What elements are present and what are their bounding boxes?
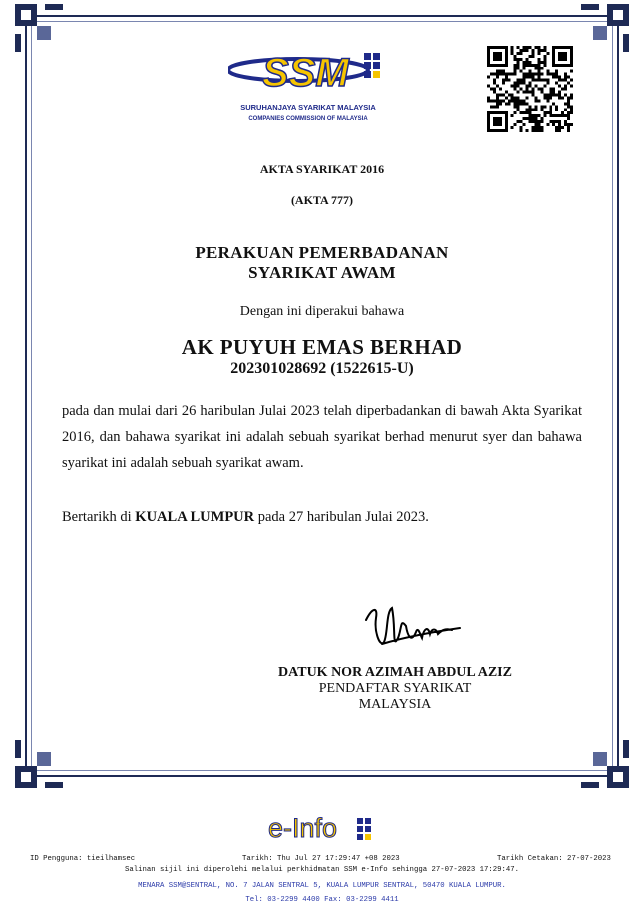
dated-statement [62,509,429,526]
ssm-logo [228,44,388,128]
footer-copy-note: Salinan sijil ini diperolehi melalui perkhidmatan SSM e-Info sehingga 27-07-2023 17:29:47. [124,866,520,874]
certificate-body: pada dan mulai dari 26 haribulan Julai 2023 telah diperbadankan di bawah Akta Syarikat 2016, dan bahawa syarikat ini adalah sebuah syarikat berhad menurut syer dan bahawa syarikat ini adalah sebuah syarikat awam. [62,403,582,471]
dated-place: KUALA LUMPUR [135,509,255,525]
qr-code[interactable] [487,46,573,132]
ssm-logo-text: SSM [262,51,349,95]
corner-ornament-bottom-left [15,736,67,788]
signatory-title-line2: MALAYSIA [358,697,432,712]
corner-ornament-top-right [577,4,629,56]
certificate-title-line1: PERAKUAN PEMERBADANAN [195,243,449,262]
footer-address: MENARA SSM@SENTRAL, NO. 7 JALAN SENTRAL 5, KUALA LUMPUR SENTRAL, 50470 KUALA LUMPUR. [138,882,506,890]
einfo-logo-text: e-Info [268,813,338,842]
registration-number: 202301028692 (1522615-U) [230,360,414,377]
company-name: AK PUYUH EMAS BERHAD [181,335,463,359]
signature-image [362,598,462,658]
ssm-logo-line2: COMPANIES COMMISSION OF MALAYSIA [248,116,368,122]
certificate-title-line2: SYARIKAT AWAM [248,263,396,282]
hereby-statement: Dengan ini diperakui bahawa [239,304,405,319]
footer-tel: Tel: 03-2299 4400 Fax: 03-2299 4411 [245,896,399,904]
act-name: AKTA SYARIKAT 2016 [259,162,385,176]
dated-prefix: Bertarikh di [62,509,136,525]
signatory-name: DATUK NOR AZIMAH ABDUL AZIZ [278,665,512,680]
einfo-logo [268,812,380,842]
ssm-logo-line1: SURUHANJAYA SYARIKAT MALAYSIA [240,103,376,112]
corner-ornament-top-left [15,4,67,56]
certificate-inner-border [31,21,613,771]
footer-print-date: Tarikh Cetakan: 27-07-2023 [497,855,611,863]
footer-user-id: ID Pengguna: tieilhamsec [30,855,136,863]
footer-date: Tarikh: Thu Jul 27 17:29:47 +08 2023 [242,855,400,863]
act-number: (AKTA 777) [290,193,354,207]
dated-suffix: pada 27 haribulan Julai 2023. [254,509,429,525]
signatory-title-line1: PENDAFTAR SYARIKAT [318,681,472,696]
corner-ornament-bottom-right [577,736,629,788]
